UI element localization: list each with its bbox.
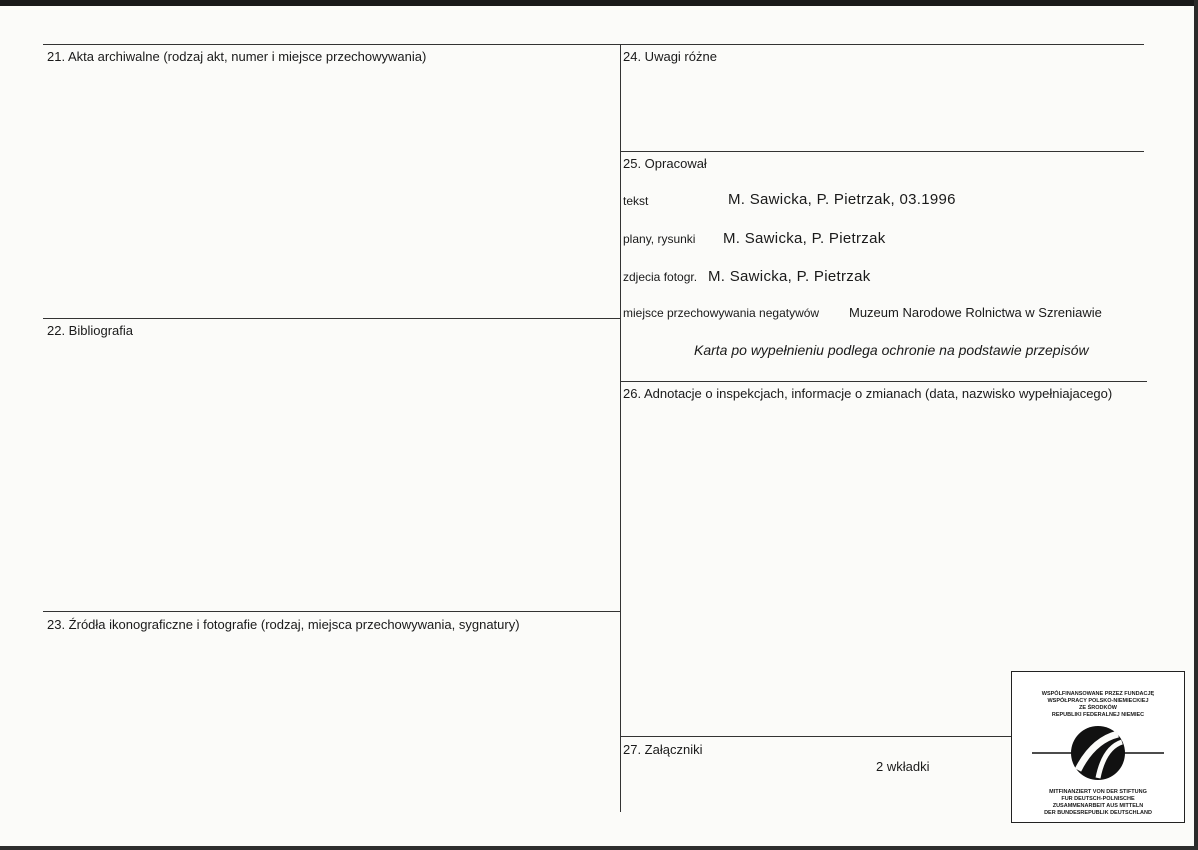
foundation-logo-icon: [1032, 722, 1164, 784]
section-24-label: 24. Uwagi różne: [623, 49, 717, 64]
section-27-label: 27. Załączniki: [623, 742, 703, 757]
section-22-label: 22. Bibliografia: [47, 323, 133, 338]
rule-27: [620, 736, 1011, 737]
scan-right-edge: [1194, 0, 1198, 850]
miejsce-label: miejsce przechowywania negatywów: [623, 306, 820, 320]
stamp-bottom-text: MITFINANZIERT VON DER STIFTUNG FUR DEUTSCH-POLNISCHE ZUSAMMENARBEIT AUS MITTELN DER BUNDESREPUBLIK DEUTSCHLAND: [1044, 789, 1152, 816]
section-21-label: 21. Akta archiwalne (rodzaj akt, numer i miejsce przechowywania): [47, 49, 427, 64]
section-26-label: 26. Adnotacje o inspekcjach, informacje o zmianach (data, nazwisko wypełniajacego): [623, 386, 1113, 401]
rule-26: [620, 381, 1147, 382]
plany-label: plany, rysunki: [623, 232, 696, 246]
section-23-label: 23. Źródła ikonograficzne i fotografie (rodzaj, miejsca przechowywania, sygnatury): [47, 617, 520, 632]
protection-note: Karta po wypełnieniu podlega ochronie na podstawie przepisów: [694, 342, 1089, 358]
zdjecia-value: M. Sawicka, P. Pietrzak: [708, 268, 871, 285]
scan-bottom-edge: [0, 846, 1198, 850]
rule-25: [620, 151, 1144, 152]
scan-top-edge: [0, 0, 1198, 6]
tekst-label: tekst: [623, 194, 649, 208]
rule-23: [43, 611, 620, 612]
plany-value: M. Sawicka, P. Pietrzak: [723, 230, 886, 247]
funding-stamp: [1011, 671, 1185, 823]
top-rule: [43, 44, 1144, 45]
tekst-value: M. Sawicka, P. Pietrzak, 03.1996: [728, 191, 956, 208]
zalaczniki-value: 2 wkładki: [876, 759, 930, 774]
rule-22: [43, 318, 620, 319]
miejsce-value: Muzeum Narodowe Rolnictwa w Szreniawie: [849, 305, 1102, 320]
stamp-top-text: WSPÓLFINANSOWANE PRZEZ FUNDACJĘ WSPÓŁPRACY POLSKO-NIEMIECKIEJ ZE ŚRODKÓW REPUBLIKI FEDERALNEJ NIEMIEC: [1041, 691, 1155, 718]
section-25-label: 25. Opracował: [623, 156, 707, 171]
column-divider: [620, 44, 621, 812]
zdjecia-label: zdjecia fotogr.: [623, 270, 698, 284]
